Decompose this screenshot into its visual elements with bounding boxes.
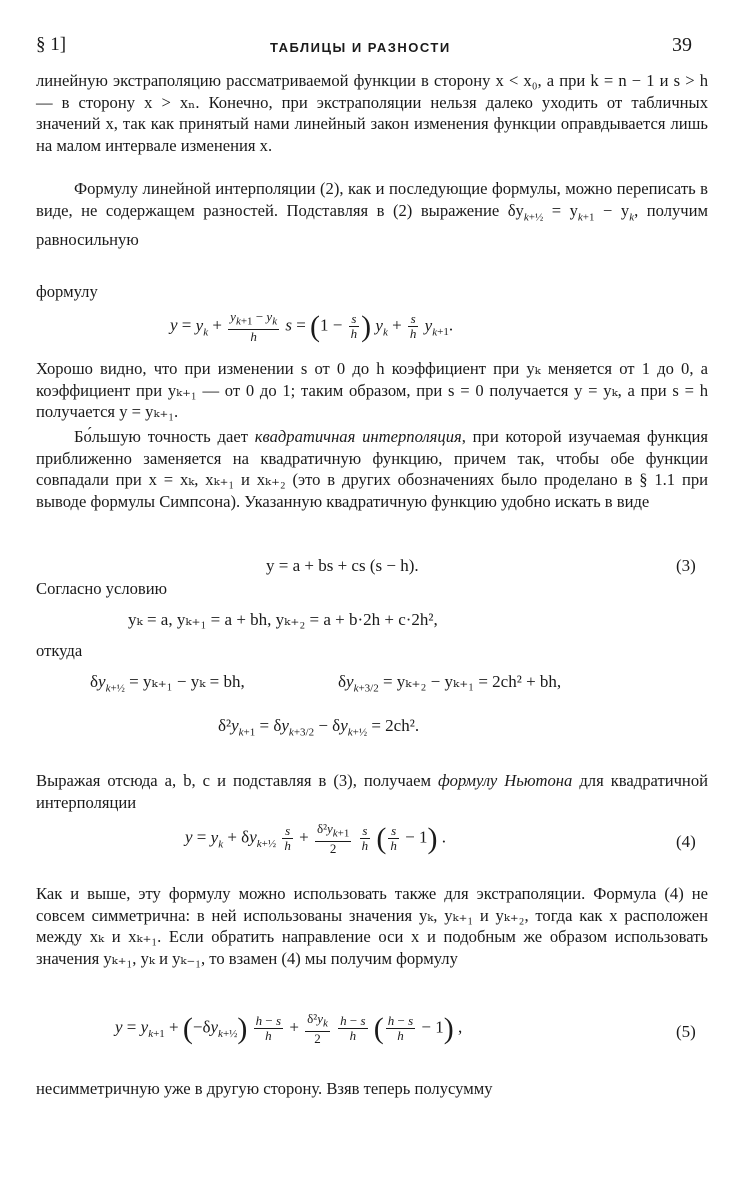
paragraph-4 <box>36 426 708 513</box>
equation-5-number: (5) <box>676 1022 696 1041</box>
term-newton-formula: формулу Ньютона <box>438 771 573 790</box>
page-number: 39 <box>672 34 692 56</box>
paragraph-9: несимметричную уже в другую сторону. Взяв теперь полусумму <box>36 1079 493 1098</box>
paragraph-7 <box>36 770 708 813</box>
paragraph-4-text-a: Бо́льшую точность дает <box>74 427 255 446</box>
term-quadratic-interpolation: квадратичная интерполяция <box>254 427 462 446</box>
paragraph-4-text-b: , при которой изучаемая функция приближенно заменяется на квадратичную функцию, причем так, чтобы обе функции совпадали при x = xₖ, xₖ₊₁ и xₖ₊₂ (это в других обозначениях было проделано в § 1.1 при выводе формулы Симпсона). Указанную квадратичную функцию удобно искать в виде <box>36 427 708 512</box>
paragraph-2-text-b: = y <box>543 200 578 220</box>
equation-diff-1: $\delta y_{k+\frac{1}{2}} = y_{k+1} - y_k$ = bh, <box>90 672 245 695</box>
equation-5: $y = y_{k+1} + (-\delta y_{k+\frac{1}{2}})$ $\frac{h - s}{h}$ + $\frac{\delta^2y_k}{2}$ $\frac{h - s}{h}$ ( $\frac{h - s}{h}$ − 1) , <box>115 1011 463 1046</box>
equation-linear: $y = y_k$ + $\frac{y_{k+1} - y_k}{h}$ s = (1 − $\frac{s}{h}$ ) $y_k$ + $\frac{s}{h}$ $y_{k+1}$. <box>170 309 454 344</box>
paragraph-7-text-b: для квадратичной интерполяции <box>36 771 708 812</box>
equation-diff-3: $\delta^2y_{k+1} = \delta y_{k+3/2} - \delta y_{k+\frac{1}{2}} = 2ch^2$. <box>218 716 420 739</box>
equation-diff-2: $\delta y_{k+3/2} = y_{k+2} - y_{k+1} = 2ch^2$ + bh, <box>338 672 562 695</box>
paragraph-3: Хорошо видно, что при изменении s от 0 до h коэффициент при yₖ меняется от 1 до 0, а коэффициент при yₖ₊₁ — от 0 до 1; таким образом, при s = 0 получается y = yₖ, а при s = h получается y = yₖ₊₁. <box>36 359 708 422</box>
equation-3: y = a + bs + cs (s − h). <box>266 556 419 575</box>
equation-4-number: (4) <box>676 832 696 851</box>
section-marker: § 1] <box>36 34 67 55</box>
paragraph-6: откуда <box>36 641 83 660</box>
equation-3-number: (3) <box>676 556 696 575</box>
paragraph-7-text-a: Выражая отсюда a, b, c и подставляя в (3), получаем <box>36 771 439 790</box>
running-title: ТАБЛИЦЫ И РАЗНОСТИ <box>270 40 451 55</box>
paragraph-2-text-d: , получим равносильную <box>36 200 709 249</box>
paragraph-2-text-c: − y <box>594 200 630 220</box>
paragraph-5: Согласно условию <box>36 579 168 598</box>
paragraph-1: линейную экстраполяцию рассматриваемой функции в сторону x < x₀, а при k = n − 1 и s > h — в сторону x > xₙ. Конечно, при экстраполяции нельзя далеко уходить от табличных значений x, так как принятый нами линейный закон изменения функции оправдывается лишь на малом интервале изменения x. <box>36 71 708 156</box>
paragraph-2: Формулу линейной интерполяции (2), как и последующие формулы, можно переписать в виде, не содержащем разностей. Подставляя в (2) выражение $\delta y_{k+\frac{1}{2}} = y_{k+1} - y_k$, получим равносильную <box>36 179 709 249</box>
equation-diff-3-rhs: = 2ch². <box>371 716 420 735</box>
equation-diff-1-rhs: = yₖ₊₁ − yₖ = bh, <box>129 672 245 691</box>
paragraph-8: Как и выше, эту формулу можно использовать также для экстраполяции. Формула (4) не совсем симметрична: в ней использованы значения yₖ, yₖ₊₁ и yₖ₊₂, тогда как x расположен между xₖ и xₖ₊₁. Если обратить направление оси x и подобным же образом использовать значения yₖ₊₁, yₖ и yₖ₋₁, то взамен (4) мы получим формулу <box>36 884 708 969</box>
paragraph-2-end: формулу <box>36 282 98 301</box>
equation-diff-2-rhs: = yₖ₊₂ − yₖ₊₁ = 2ch² + bh, <box>382 672 562 691</box>
equation-conditions: yₖ = a, yₖ₊₁ = a + bh, yₖ₊₂ = a + b·2h + c·2h², <box>128 610 438 629</box>
equation-4: $y = y_k + \delta y_{k+\frac{1}{2}}$ $\frac{s}{h}$ + $\frac{\delta^2y_{k+1}}{2}$ $\frac{s}{h}$ ( $\frac{s}{h}$ − 1) . <box>185 821 446 856</box>
paragraph-2-text-a: Формулу линейной интерполяции (2), как и последующие формулы, можно переписать в виде, не содержащем разностей. Подставляя в (2) выражение δy <box>36 179 708 220</box>
